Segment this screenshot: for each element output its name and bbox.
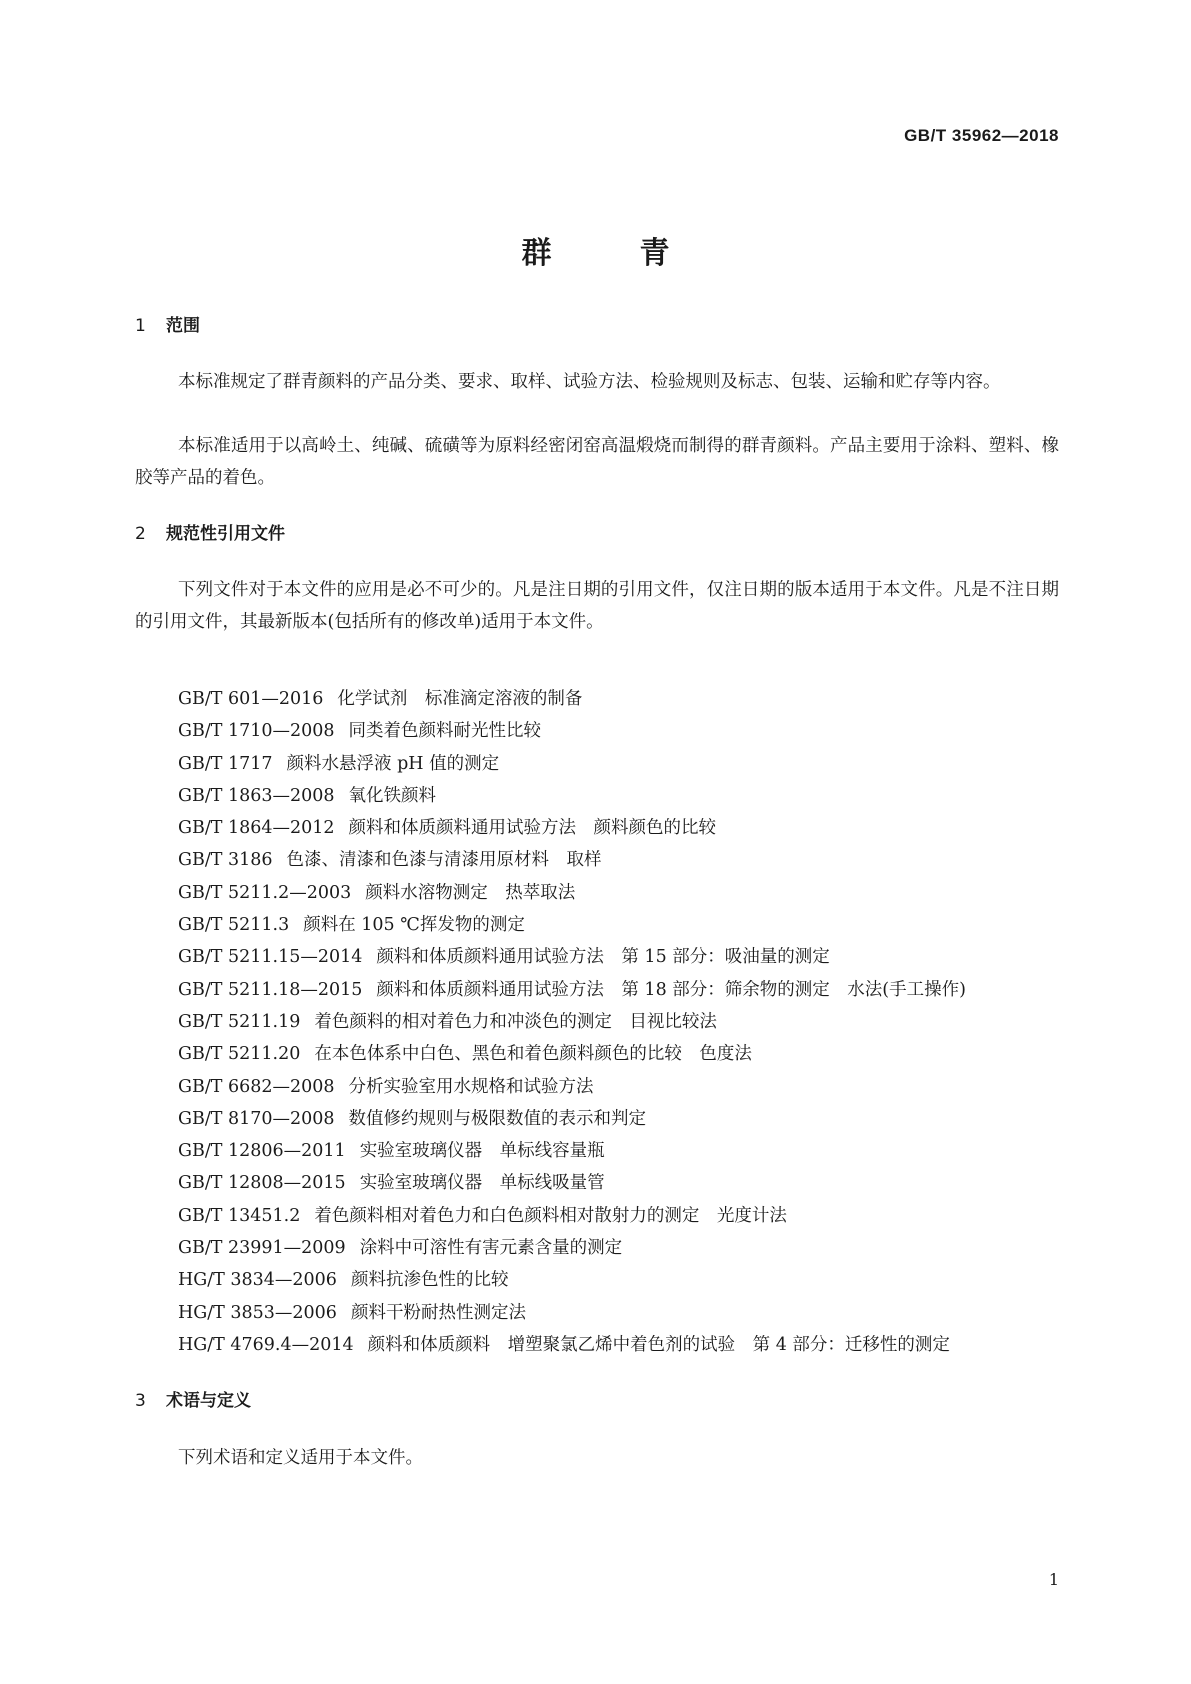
reference-item [135,1200,1059,1232]
reference-title: 实验室玻璃仪器 单标线吸量管 [359,1173,605,1194]
reference-title: 氧化铁颜料 [348,785,437,806]
reference-title: 涂料中可溶性有害元素含量的测定 [359,1238,623,1259]
reference-code: GB/T 5211.2—2003 [178,882,352,903]
reference-code: GB/T 1864—2012 [178,818,335,839]
reference-title: 颜料在 105 ℃挥发物的测定 [303,915,525,936]
reference-code: GB/T 1863—2008 [178,785,335,806]
reference-item [135,715,1059,747]
reference-item [135,1038,1059,1070]
reference-code: GB/T 1717 [178,753,273,774]
reference-code: GB/T 5211.3 [178,915,290,936]
normative-refs-intro: 下列文件对于本文件的应用是必不可少的。凡是注日期的引用文件，仅注日期的版本适用于本文件。凡是不注日期的引用文件，其最新版本(包括所有的修改单)适用于本文件。 [135,580,1059,632]
reference-code: GB/T 13451.2 [178,1205,301,1226]
reference-code: GB/T 23991—2009 [178,1238,346,1259]
reference-item [135,877,1059,909]
reference-item [135,1103,1059,1135]
section-3-heading [135,1386,251,1411]
section-2-heading [135,519,285,544]
reference-item [135,780,1059,812]
title-char-1: 群 [521,236,552,271]
title-char-2: 青 [639,236,670,271]
reference-title: 颜料和体质颜料通用试验方法 颜料颜色的比较 [348,818,717,839]
page-number: 1 [1048,1570,1059,1589]
section-1-number: 1 [135,316,146,336]
section-2-number: 2 [135,524,146,544]
reference-title: 颜料干粉耐热性测定法 [350,1302,526,1323]
scope-paragraph-2: 本标准适用于以高岭土、纯碱、硫磺等为原料经密闭窑高温煅烧而制得的群青颜料。产品主要用于涂料、塑料、橡胶等产品的着色。 [135,436,1059,488]
reference-title: 数值修约规则与极限数值的表示和判定 [348,1108,647,1129]
reference-code: GB/T 5211.20 [178,1044,301,1065]
reference-item [135,844,1059,876]
reference-code: HG/T 3834—2006 [178,1270,337,1291]
reference-title: 化学试剂 标准滴定溶液的制备 [337,689,583,709]
reference-code: GB/T 1710—2008 [178,721,335,742]
reference-code: GB/T 5211.18—2015 [178,979,363,1000]
document-title [0,228,1191,272]
reference-item [135,941,1059,973]
reference-code: GB/T 3186 [178,850,273,871]
section-2-title: 规范性引用文件 [166,524,285,544]
reference-item [135,1297,1059,1329]
reference-code: GB/T 6682—2008 [178,1076,335,1097]
reference-item [135,1232,1059,1264]
reference-title: 在本色体系中白色、黑色和着色颜料颜色的比较 色度法 [314,1044,752,1065]
reference-title: 颜料水溶物测定 热萃取法 [365,882,576,903]
reference-item [135,974,1059,1006]
reference-code: GB/T 5211.19 [178,1011,301,1032]
scope-paragraph-1: 本标准规定了群青颜料的产品分类、要求、取样、试验方法、检验规则及标志、包装、运输和贮存等内容。 [178,372,1001,392]
reference-title: 色漆、清漆和色漆与清漆用原材料 取样 [286,850,602,871]
section-1-heading [135,311,200,336]
reference-code: GB/T 8170—2008 [178,1108,335,1129]
reference-item [135,909,1059,941]
reference-code: GB/T 5211.15—2014 [178,947,363,968]
reference-title: 颜料和体质颜料通用试验方法 第 18 部分：筛余物的测定 水法(手工操作) [376,979,966,1000]
reference-title: 颜料水悬浮液 pH 值的测定 [286,753,500,774]
section-3-title: 术语与定义 [166,1391,251,1411]
reference-title: 分析实验室用水规格和试验方法 [348,1076,594,1097]
reference-title: 颜料和体质颜料 增塑聚氯乙烯中着色剂的试验 第 4 部分：迁移性的测定 [367,1334,950,1355]
reference-item [135,1329,1059,1361]
reference-title: 颜料抗渗色性的比较 [350,1270,509,1291]
reference-item [135,1264,1059,1296]
reference-item [135,1006,1059,1038]
reference-code: GB/T 12808—2015 [178,1173,346,1194]
reference-item [135,1135,1059,1167]
reference-item [135,1071,1059,1103]
reference-code: HG/T 3853—2006 [178,1302,337,1323]
standard-code: GB/T 35962—2018 [904,126,1059,145]
reference-title: 同类着色颜料耐光性比较 [348,721,542,742]
section-3-number: 3 [135,1391,146,1411]
section-1-title: 范围 [166,316,200,336]
reference-item [135,683,1059,715]
reference-title: 着色颜料的相对着色力和冲淡色的测定 目视比较法 [314,1011,717,1032]
reference-title: 着色颜料相对着色力和白色颜料相对散射力的测定 光度计法 [314,1205,787,1226]
reference-code: HG/T 4769.4—2014 [178,1334,354,1355]
reference-item [135,812,1059,844]
reference-list [135,683,1059,1361]
reference-code: GB/T 601—2016 [178,689,324,709]
reference-title: 颜料和体质颜料通用试验方法 第 15 部分：吸油量的测定 [376,947,830,968]
reference-code: GB/T 12806—2011 [178,1141,346,1162]
reference-title: 实验室玻璃仪器 单标线容量瓶 [359,1141,605,1162]
reference-item [135,1167,1059,1199]
terms-intro: 下列术语和定义适用于本文件。 [178,1448,423,1468]
reference-item [135,748,1059,780]
